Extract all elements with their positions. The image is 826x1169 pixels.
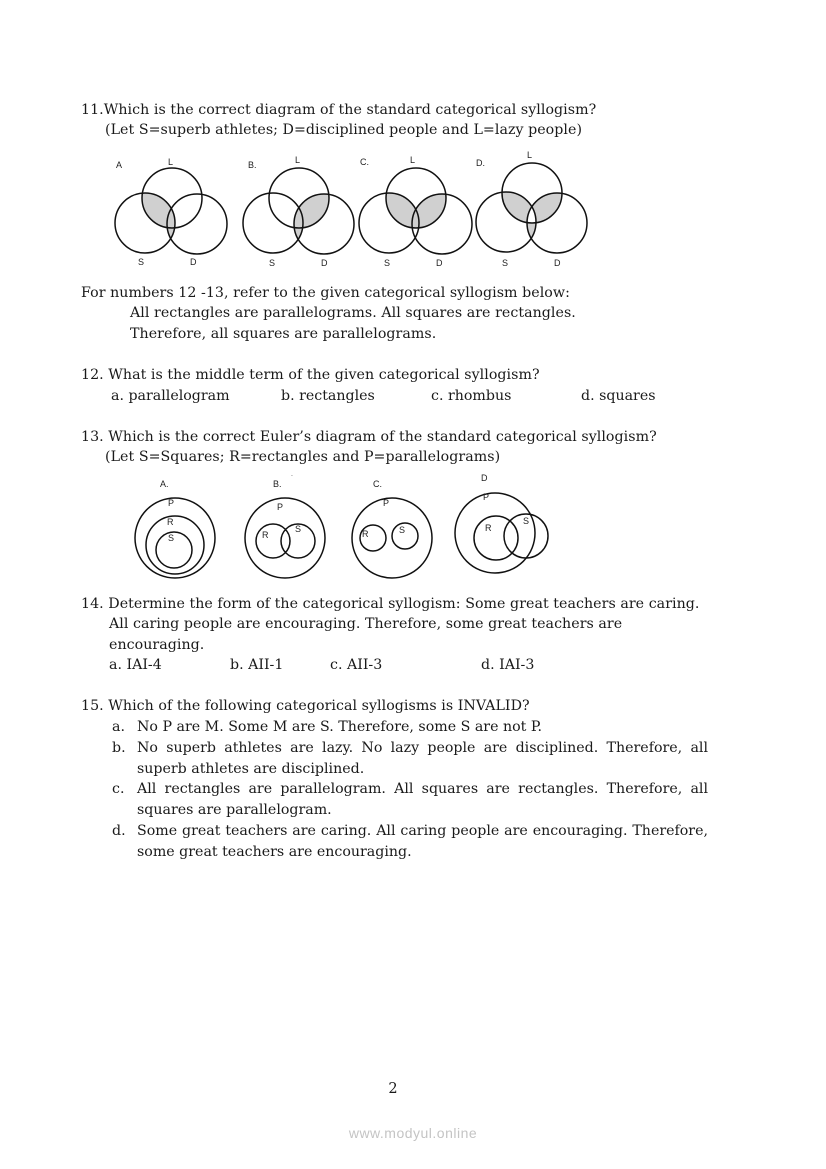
svg-text:C.: C. xyxy=(373,479,382,489)
syllogism-premises: All rectangles are parallelograms. All squares are rectangles. xyxy=(130,305,576,321)
q15-option-a-text: No P are M. Some M are S. Therefore, some S are not P. xyxy=(137,719,543,735)
q14-question-line2: All caring people are encouraging. Therefore, some great teachers are xyxy=(109,616,623,632)
q15-option-c-letter: c. xyxy=(112,781,125,797)
q15-option-a-letter: a. xyxy=(112,719,125,735)
q15-option-d-letter: d. xyxy=(112,823,126,839)
svg-text:A.: A. xyxy=(160,479,169,489)
svg-text:S: S xyxy=(523,516,530,526)
svg-text:A: A xyxy=(116,160,123,170)
svg-text:S: S xyxy=(168,533,175,543)
svg-text:S: S xyxy=(138,257,145,267)
q12-option-d[interactable]: d. squares xyxy=(581,388,656,404)
euler-diagram-c xyxy=(348,474,438,584)
euler-diagram-b xyxy=(240,474,330,584)
svg-text:P: P xyxy=(483,492,490,502)
svg-text:R: R xyxy=(362,529,369,539)
watermark: www.modyul.online xyxy=(348,1125,478,1141)
syllogism-conclusion: Therefore, all squares are parallelograms. xyxy=(130,326,437,342)
venn-diagram-d xyxy=(474,146,594,270)
svg-text:D: D xyxy=(436,258,443,268)
euler-diagram-d xyxy=(450,470,560,585)
intro-12-13-heading: For numbers 12 -13, refer to the given categorical syllogism below: xyxy=(81,285,570,301)
svg-text:P: P xyxy=(168,498,175,508)
venn-diagram-b xyxy=(240,150,360,270)
page-number: 2 xyxy=(388,1081,398,1097)
q14-question-line3: encouraging. xyxy=(109,637,205,653)
svg-text:D: D xyxy=(190,257,197,267)
svg-text:R: R xyxy=(167,517,174,527)
svg-text:S: S xyxy=(384,258,391,268)
q14-question-line1: 14. Determine the form of the categorical syllogism: Some great teachers are caring. xyxy=(81,596,700,612)
venn-diagram-a xyxy=(110,150,230,270)
q12-option-c[interactable]: c. rhombus xyxy=(431,388,512,404)
q15-option-d-line2: some great teachers are encouraging. xyxy=(137,844,412,860)
svg-text:P: P xyxy=(277,502,284,512)
q13-question: 13. Which is the correct Euler’s diagram of the standard categorical syllogism? xyxy=(81,429,657,445)
q11-question: 11.Which is the correct diagram of the standard categorical syllogism? xyxy=(81,102,597,118)
svg-text:S: S xyxy=(269,258,276,268)
q11-legend: (Let S=superb athletes; D=disciplined people and L=lazy people) xyxy=(105,122,583,138)
q15-option-b-line1: No superb athletes are lazy. No lazy people are disciplined. Therefore, all xyxy=(137,740,708,756)
svg-text:L: L xyxy=(168,157,174,167)
q15-option-c-line2: squares are parallelogram. xyxy=(137,802,332,818)
q14-option-d[interactable]: d. IAI-3 xyxy=(481,657,535,673)
q14-option-c[interactable]: c. AII-3 xyxy=(330,657,383,673)
q15-option-b-letter: b. xyxy=(112,740,126,756)
svg-text:B.: B. xyxy=(273,479,282,489)
svg-text:L: L xyxy=(410,155,416,165)
venn-diagram-c xyxy=(354,150,474,270)
svg-text:P: P xyxy=(383,498,390,508)
q15-option-c-line1: All rectangles are parallelogram. All squares are rectangles. Therefore, all xyxy=(137,781,708,797)
svg-text:S: S xyxy=(399,525,406,535)
svg-text:C.: C. xyxy=(360,157,369,167)
svg-text:S: S xyxy=(295,524,302,534)
q15-question: 15. Which of the following categorical syllogisms is INVALID? xyxy=(81,698,530,714)
q14-option-b[interactable]: b. AII-1 xyxy=(230,657,284,673)
q12-question: 12. What is the middle term of the given categorical syllogism? xyxy=(81,367,540,383)
euler-diagram-a xyxy=(130,474,220,584)
svg-text:S: S xyxy=(502,258,509,268)
svg-text:D: D xyxy=(481,473,488,483)
svg-text:˙: ˙ xyxy=(291,474,294,483)
svg-text:R: R xyxy=(262,530,269,540)
svg-text:L: L xyxy=(295,155,301,165)
q15-option-d-line1: Some great teachers are caring. All caring people are encouraging. Therefore, xyxy=(137,823,708,839)
q13-legend: (Let S=Squares; R=rectangles and P=parallelograms) xyxy=(105,449,501,465)
q12-option-a[interactable]: a. parallelogram xyxy=(111,388,230,404)
svg-text:D: D xyxy=(554,258,561,268)
svg-text:B.: B. xyxy=(248,160,257,170)
svg-text:L: L xyxy=(527,150,533,160)
q12-option-b[interactable]: b. rectangles xyxy=(281,388,375,404)
svg-text:R: R xyxy=(485,523,492,533)
svg-text:D: D xyxy=(321,258,328,268)
svg-text:D.: D. xyxy=(476,158,485,168)
q14-option-a[interactable]: a. IAI-4 xyxy=(109,657,162,673)
q15-option-b-line2: superb athletes are disciplined. xyxy=(137,761,365,777)
